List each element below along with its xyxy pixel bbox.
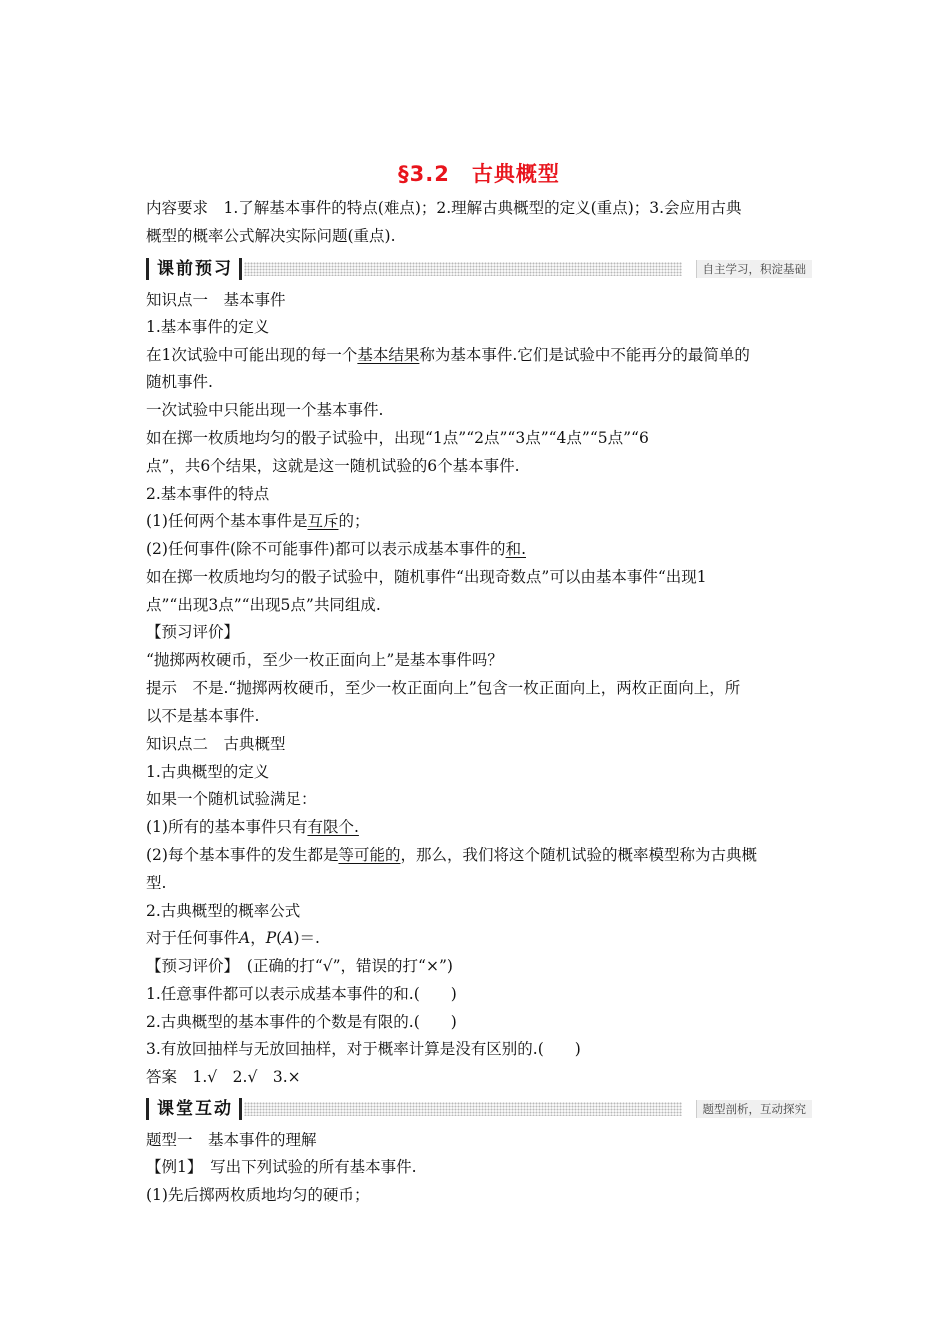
kp2-question-1: 1.任意事件都可以表示成基本事件的和.( ) xyxy=(146,985,457,1003)
kp2-answer: 答案 1.√ 2.√ 3.× xyxy=(146,1068,301,1086)
kp1-example-line-1: 如在掷一枚质地均匀的骰子试验中，出现“1点”“2点”“3点”“4点”“5点”“6 xyxy=(146,429,649,447)
kp1-heading: 知识点一 基本事件 xyxy=(146,291,286,309)
section-note: 自主学习，积淀基础 xyxy=(696,260,813,278)
dotted-divider xyxy=(244,1102,682,1116)
type1-heading: 题型一 基本事件的理解 xyxy=(146,1131,317,1149)
kp2-cond-2-line-2: 型. xyxy=(146,874,167,892)
underlined-term: 和. xyxy=(505,540,526,558)
underlined-term: 等可能的 xyxy=(338,846,401,864)
kp2-question-3: 3.有放回抽样与无放回抽样，对于概率计算是没有区别的.( ) xyxy=(146,1040,581,1058)
kp2-cond-2: (2)每个基本事件的发生都是等可能的，那么，我们将这个随机试验的概率模型称为古典概 xyxy=(146,846,757,864)
underlined-term: 基本结果 xyxy=(357,346,420,364)
kp1-def-title: 1.基本事件的定义 xyxy=(146,318,270,336)
kp2-intro: 如果一个随机试验满足： xyxy=(146,790,317,808)
kp2-def-title: 1.古典概型的定义 xyxy=(146,763,270,781)
section-banner-preview xyxy=(146,258,812,282)
kp1-def-line-2: 随机事件. xyxy=(146,373,213,391)
kp1-question: “抛掷两枚硬币，至少一枚正面向上”是基本事件吗？ xyxy=(146,651,503,669)
kp1-def-line-3: 一次试验中只能出现一个基本事件. xyxy=(146,401,384,419)
kp1-def-line-1: 在1次试验中可能出现的每一个基本结果称为基本事件.它们是试验中不能再分的最简单的 xyxy=(146,346,750,364)
kp2-formula-title: 2.古典概型的概率公式 xyxy=(146,902,301,920)
section-tag: 课前预习 xyxy=(146,258,242,280)
kp1-feat-example-line-2: 点”“出现3点”“出现5点”共同组成. xyxy=(146,596,381,614)
kp1-hint-line-1: 提示 不是.“抛掷两枚硬币，至少一枚正面向上”包含一枚正面向上，两枚正面向上，所 xyxy=(146,679,741,697)
section-banner-class xyxy=(146,1098,812,1122)
underlined-term: 有限个. xyxy=(307,818,359,836)
kp1-example-line-2: 点”，共6个结果，这就是这一随机试验的6个基本事件. xyxy=(146,457,520,475)
section-tag: 课堂互动 xyxy=(146,1098,242,1120)
kp2-heading: 知识点二 古典概型 xyxy=(146,735,286,753)
section-note: 题型剖析，互动探究 xyxy=(696,1100,813,1118)
kp1-feat-1: (1)任何两个基本事件是互斥的； xyxy=(146,512,370,530)
type1-item-1: (1)先后掷两枚质地均匀的硬币； xyxy=(146,1186,370,1204)
underlined-term: 互斥 xyxy=(307,512,339,530)
kp2-review: 【预习评价】 (正确的打“√”，错误的打“×”) xyxy=(146,957,453,975)
kp2-formula: 对于任何事件A，P(A)＝. xyxy=(146,929,320,947)
kp1-feat-title: 2.基本事件的特点 xyxy=(146,485,270,503)
kp1-feat-2: (2)任何事件(除不可能事件)都可以表示成基本事件的和. xyxy=(146,540,526,558)
kp2-question-2: 2.古典概型的基本事件的个数是有限的.( ) xyxy=(146,1013,457,1031)
kp1-hint-line-2: 以不是基本事件. xyxy=(146,707,260,725)
type1-example: 【例1】 写出下列试验的所有基本事件. xyxy=(146,1158,417,1176)
requirements-line-2: 概型的概率公式解决实际问题(重点). xyxy=(146,227,396,245)
kp1-review-label: 【预习评价】 xyxy=(146,623,240,641)
dotted-divider xyxy=(244,262,682,276)
page-title: §3.2 古典概型 xyxy=(398,162,560,186)
requirements-line-1: 内容要求 1.了解基本事件的特点(难点)；2.理解古典概型的定义(重点)；3.会应用古典 xyxy=(146,199,742,217)
kp1-feat-example-line-1: 如在掷一枚质地均匀的骰子试验中，随机事件“出现奇数点”可以由基本事件“出现1 xyxy=(146,568,707,586)
kp2-cond-1: (1)所有的基本事件只有有限个. xyxy=(146,818,359,836)
